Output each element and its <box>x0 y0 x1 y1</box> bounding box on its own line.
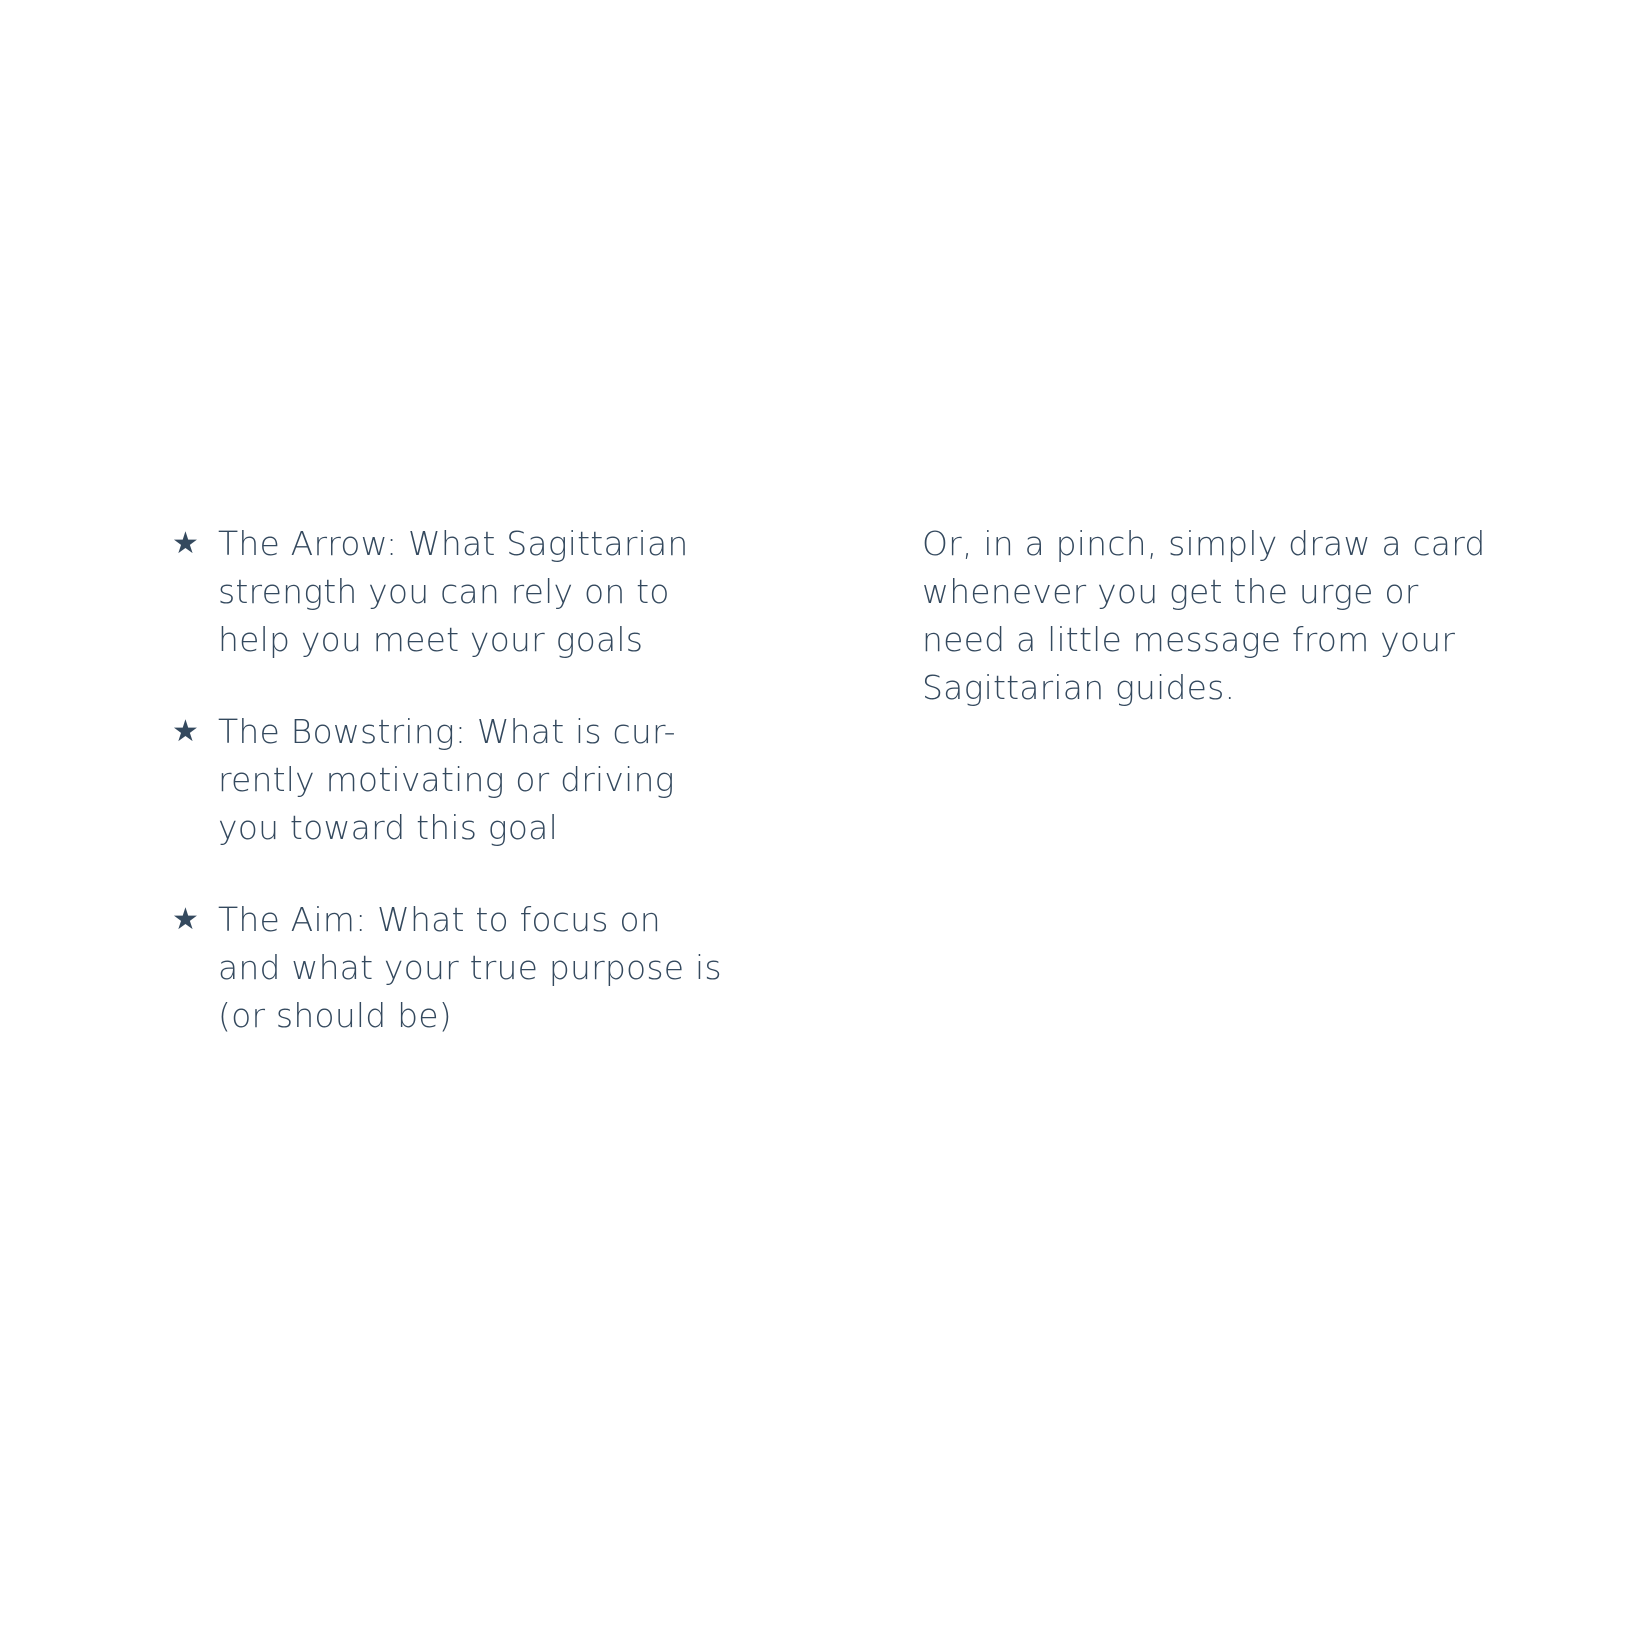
list-item-text-line: The Aim: What to focus on <box>218 900 661 939</box>
list-item-text-line: you toward this goal <box>218 808 558 847</box>
list-item-text-line: rently motivating or driving <box>218 760 675 799</box>
paragraph-text-line: need a little message from your <box>922 620 1456 659</box>
paragraph-text-line: Or, in a pinch, simply draw a card <box>922 524 1486 563</box>
bullet-list <box>172 520 762 1084</box>
list-item-text-line: The Arrow: What Sagittarian <box>218 524 689 563</box>
list-item-arrow <box>172 520 762 664</box>
list-item-bowstring <box>172 708 762 852</box>
star-bullet-icon: ★ <box>172 526 199 561</box>
list-item-text-line: (or should be) <box>218 996 452 1035</box>
body-paragraph <box>922 520 1522 712</box>
list-item-text-line: The Bowstring: What is cur- <box>218 712 676 751</box>
list-item-text-line: help you meet your goals <box>218 620 644 659</box>
star-bullet-icon: ★ <box>172 714 199 749</box>
list-item-text-line: and what your true purpose is <box>218 948 722 987</box>
paragraph-text-line: whenever you get the urge or <box>922 572 1419 611</box>
list-item-aim <box>172 896 762 1040</box>
paragraph-text-line: Sagittarian guides. <box>922 668 1236 707</box>
list-item-text-line: strength you can rely on to <box>218 572 670 611</box>
star-bullet-icon: ★ <box>172 902 199 937</box>
